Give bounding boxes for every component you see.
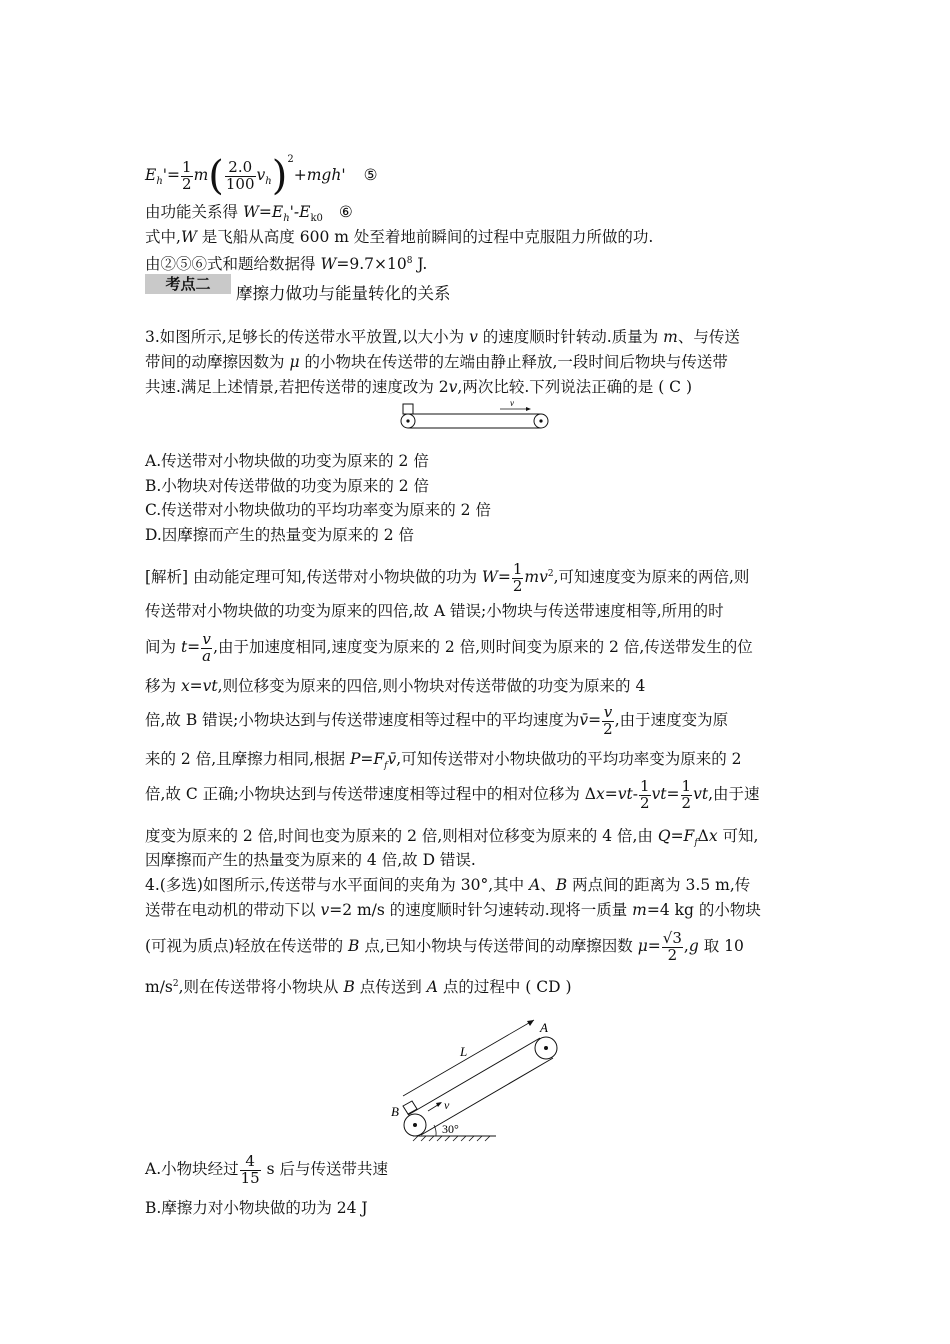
q4-A: A bbox=[529, 876, 541, 894]
q4-optA-b: s 后与传送带共速 bbox=[261, 1160, 389, 1178]
sol-s5-num: v bbox=[603, 702, 613, 721]
incline-label-v: v bbox=[444, 1098, 450, 1112]
incline-velocity-arrowhead bbox=[436, 1102, 442, 1107]
solution-line-3 bbox=[145, 628, 753, 666]
sol-s8b: 可知, bbox=[717, 827, 759, 845]
conveyor-block bbox=[403, 404, 413, 414]
q4-line-1 bbox=[145, 875, 750, 895]
q4-l3eq: = bbox=[647, 937, 661, 955]
q4-l2a: 送带在电动机的带动下以 bbox=[145, 901, 321, 919]
eq5-marker: ⑤ bbox=[363, 166, 378, 184]
q4-l1a: 4.(多选)如图所示,传送带与水平面间的夹角为 30°,其中 bbox=[145, 876, 530, 894]
eq5-ratio-den: 100 bbox=[225, 174, 255, 193]
incline-label-B: B bbox=[391, 1104, 399, 1119]
sol-s7-frac1 bbox=[639, 776, 651, 812]
sol-s1-den: 2 bbox=[512, 576, 523, 595]
q4-B2: B bbox=[348, 937, 360, 955]
q4-l4a: m/s bbox=[145, 978, 173, 997]
q4-B3: B bbox=[343, 978, 355, 997]
result-eq: =9.7×10 bbox=[336, 255, 407, 274]
q4-l4d: 点的过程中 ( CD ) bbox=[437, 978, 572, 997]
solution-line-2: 传送带对小物块做的功变为原来的四倍,故 A 错误;小物块与传送带速度相等,所用的时 bbox=[145, 602, 724, 620]
eq5-ratio bbox=[225, 157, 256, 193]
sol-s7-frac2 bbox=[681, 776, 693, 812]
energy-k0-sub: k0 bbox=[310, 213, 323, 225]
sol-s7a: 倍,故 C 正确;小物块达到与传送带速度相等过程中的相对位移为 Δ bbox=[145, 785, 596, 803]
q4-line-4 bbox=[145, 974, 572, 997]
section-title: 摩擦力做功与能量转化的关系 bbox=[236, 284, 451, 303]
q4-mu-frac bbox=[662, 928, 683, 964]
result-W: W bbox=[320, 255, 337, 274]
sol-s7x: x=vt bbox=[596, 785, 633, 803]
sol-s8a: 度变为原来的 2 倍,时间也变为原来的 2 倍,则相对位移变为原来的 4 倍,由 bbox=[145, 827, 658, 845]
sol-s3-den: a bbox=[202, 646, 212, 665]
sol-s7eq: = bbox=[666, 785, 680, 803]
sol-s1W: W bbox=[481, 568, 498, 587]
sol-s6a: 来的 2 倍,且摩擦力相同,根据 bbox=[145, 750, 350, 768]
energy-eq: =E bbox=[258, 203, 284, 221]
incline-length-line bbox=[403, 1020, 534, 1096]
q3-l2b: 的小物块在传送带的左端由静止释放,一段时间后物块与传送带 bbox=[299, 353, 728, 371]
q4-v: v bbox=[320, 901, 330, 919]
sol-s5-den: 2 bbox=[603, 719, 613, 738]
q3-line-3 bbox=[145, 377, 692, 397]
solution-line-5 bbox=[145, 701, 728, 739]
sol-s6b: ,可知传送带对小物块做功的平均功率变为原来的 2 bbox=[396, 750, 742, 768]
q4-line-3 bbox=[145, 925, 744, 967]
sol-s3-frac bbox=[201, 629, 212, 665]
solution-line-9: 因摩擦而产生的热量变为原来的 4 倍,故 D 错误. bbox=[145, 851, 476, 869]
energy-marker: ⑥ bbox=[338, 203, 353, 221]
q3-option-A: A.传送带对小物块做的功变为原来的 2 倍 bbox=[145, 452, 429, 470]
q3-option-B: B.小物块对传送带做的功变为原来的 2 倍 bbox=[145, 477, 430, 495]
sol-s8f: f bbox=[694, 838, 698, 849]
sol-s7b: ,由于速 bbox=[708, 785, 760, 803]
eq5-h-sub: h bbox=[156, 176, 163, 188]
sol-s6f: f bbox=[384, 761, 388, 772]
incline-lower-axle bbox=[413, 1123, 417, 1127]
sol-s7-num1: 1 bbox=[639, 776, 650, 795]
energy-pre: 由功能关系得 bbox=[145, 203, 243, 221]
q4-m: m bbox=[632, 901, 647, 919]
q4-l3c: , bbox=[683, 937, 689, 955]
sol-s1b: ,可知速度变为原来的两倍,则 bbox=[553, 568, 750, 587]
eq5-half bbox=[181, 157, 193, 193]
inclined-conveyor-figure bbox=[388, 1012, 568, 1142]
energy-W: W bbox=[242, 203, 259, 221]
sol-s5-frac bbox=[602, 702, 614, 738]
eq5-half-num: 1 bbox=[182, 157, 192, 176]
sol-s1a: [解析] 由动能定理可知,传送带对小物块做的功为 bbox=[145, 568, 482, 587]
eq5-lparen: ( bbox=[208, 153, 224, 199]
q4-l4b: ,则在传送带将小物块从 bbox=[178, 978, 344, 997]
sol-s5eq: = bbox=[588, 711, 602, 729]
q3-l1a: 3.如图所示,足够长的传送带水平放置,以大小为 bbox=[145, 328, 470, 346]
incline-top-belt bbox=[408, 1038, 540, 1115]
sol-s7-den2: 2 bbox=[681, 793, 692, 812]
sol-s8dx: Δ bbox=[697, 827, 709, 845]
q3-line-2 bbox=[145, 352, 728, 372]
horizontal-conveyor-figure bbox=[398, 400, 558, 436]
q4-l2c: =4 kg 的小物块 bbox=[646, 901, 761, 919]
def-text: 是飞船从高度 600 m 处至着地前瞬间的过程中克服阻力所做的功. bbox=[196, 228, 654, 246]
sol-s7vt: vt bbox=[651, 785, 667, 803]
q4-line-2 bbox=[145, 900, 761, 920]
sol-s3eq: = bbox=[187, 638, 201, 656]
sol-s7vt2: vt bbox=[693, 785, 709, 803]
q3-option-C: C.传送带对小物块做功的平均功率变为原来的 2 倍 bbox=[145, 501, 491, 519]
sol-s3t: t bbox=[180, 638, 188, 656]
eq5-E: E bbox=[145, 166, 157, 184]
sol-s5a: 倍,故 B 错误;小物块达到与传送带速度相等过程中的平均速度为 bbox=[145, 711, 580, 729]
q4-mu: μ bbox=[637, 937, 648, 955]
eq5-half-den: 2 bbox=[182, 174, 192, 193]
sol-s7-den1: 2 bbox=[639, 793, 650, 812]
q3-v2: v bbox=[448, 378, 458, 396]
q4-option-A bbox=[145, 1150, 388, 1188]
eq5-prime-eq: '= bbox=[162, 166, 181, 184]
sol-s8Q: Q=F bbox=[657, 827, 695, 845]
q3-mu: μ bbox=[289, 353, 300, 371]
equation-5 bbox=[145, 140, 378, 202]
eq5-v: v bbox=[256, 166, 266, 184]
solution-line-7 bbox=[145, 776, 760, 812]
q4-optA-num: 4 bbox=[240, 1154, 261, 1171]
result-line bbox=[145, 251, 427, 274]
q3-l1b: 的速度顺时针转动.质量为 bbox=[477, 328, 664, 346]
sol-s6P: P=F bbox=[350, 750, 385, 768]
q4-B: B bbox=[555, 876, 568, 894]
incline-label-angle: 30° bbox=[442, 1122, 459, 1136]
incline-label-L: L bbox=[460, 1044, 468, 1059]
energy-mid: '-E bbox=[289, 203, 311, 221]
def-W: W bbox=[180, 228, 197, 246]
def-pre: 式中, bbox=[145, 228, 181, 246]
q3-l3b: ,两次比较.下列说法正确的是 ( C ) bbox=[457, 378, 693, 396]
sol-s1-num: 1 bbox=[512, 559, 523, 578]
q4-mu-den: 2 bbox=[667, 945, 678, 964]
q4-g: g bbox=[688, 937, 699, 955]
sol-s5vbar: v̄ bbox=[579, 711, 589, 729]
eq5-m: m bbox=[193, 166, 209, 184]
sol-s4x: x=vt bbox=[180, 677, 218, 695]
result-unit: J. bbox=[412, 255, 428, 274]
solution-line-6 bbox=[145, 749, 742, 776]
sol-s1eq: = bbox=[497, 568, 511, 587]
solution-line-4 bbox=[145, 676, 645, 696]
sol-s7-num2: 1 bbox=[681, 776, 692, 795]
incline-label-A: A bbox=[540, 1020, 548, 1035]
q3-l1c: 、与传送 bbox=[677, 328, 740, 346]
q4-l4sq: 2 bbox=[172, 979, 179, 989]
sol-s1m: mv bbox=[524, 568, 548, 587]
sol-s1sq: 2 bbox=[547, 569, 554, 579]
q3-l3a: 共速.满足上述情景,若把传送带的速度改为 2 bbox=[145, 378, 449, 396]
q4-l4c: 点传送到 bbox=[354, 978, 427, 997]
section-badge: 考点二 bbox=[145, 274, 231, 294]
q4-l3b: 点,已知小物块与传送带间的动摩擦因数 bbox=[359, 937, 638, 955]
eq5-v-sub: h bbox=[265, 176, 272, 188]
q3-v: v bbox=[469, 328, 478, 346]
eq5-square: 2 bbox=[287, 154, 294, 165]
result-pre: 由②⑤⑥式和题给数据得 bbox=[145, 255, 321, 274]
incline-ground-hatch bbox=[413, 1136, 490, 1141]
q4-A2: A bbox=[426, 978, 438, 997]
eq5-tail: +mgh' bbox=[293, 166, 346, 184]
incline-upper-axle bbox=[544, 1046, 548, 1050]
definition-line bbox=[145, 227, 653, 247]
q3-m: m bbox=[663, 328, 678, 346]
sol-s7minus: - bbox=[632, 785, 638, 803]
conveyor-left-axle bbox=[406, 419, 409, 422]
energy-h-sub: h bbox=[283, 213, 290, 225]
q4-l3e: 取 10 bbox=[698, 937, 744, 955]
sol-s4a: 移为 bbox=[145, 677, 181, 695]
q4-option-B: B.摩擦力对小物块做的功为 24 J bbox=[145, 1199, 368, 1217]
eq5-rparen: ) bbox=[271, 153, 288, 199]
sol-s3b: ,由于加速度相同,速度变为原来的 2 倍,则时间变为原来的 2 倍,传送带发生的位 bbox=[213, 638, 753, 656]
q4-l1b: 、 bbox=[540, 876, 556, 894]
q3-option-D: D.因摩擦而产生的热量变为原来的 2 倍 bbox=[145, 526, 415, 544]
sol-s1-frac bbox=[512, 559, 524, 595]
conveyor-arrowhead bbox=[526, 407, 531, 411]
result-exp: 8 bbox=[406, 256, 413, 266]
incline-block bbox=[403, 1101, 417, 1114]
q4-optA-frac bbox=[240, 1151, 261, 1187]
solution-line-1 bbox=[145, 556, 749, 595]
q4-optA-a: A.小物块经过 bbox=[145, 1160, 239, 1178]
q4-optA-den: 15 bbox=[240, 1168, 260, 1187]
sol-s3-num: v bbox=[202, 629, 211, 648]
sol-s6v: v̄ bbox=[387, 750, 397, 768]
sol-s3a: 间为 bbox=[145, 638, 181, 656]
q4-l3a: (可视为质点)轻放在传送带的 bbox=[145, 937, 349, 955]
incline-bottom-belt bbox=[421, 1058, 553, 1135]
q4-l1c: 两点间的距离为 3.5 m,传 bbox=[567, 876, 751, 894]
q4-mu-num: √3 bbox=[662, 928, 682, 947]
q3-l2a: 带间的动摩擦因数为 bbox=[145, 353, 290, 371]
sol-s5b: ,由于速度变为原 bbox=[614, 711, 729, 729]
conveyor-right-axle bbox=[539, 419, 542, 422]
sol-s8x: x bbox=[708, 827, 718, 845]
sol-s4b: ,则位移变为原来的四倍,则小物块对传送带做的功变为原来的 4 bbox=[217, 677, 646, 695]
q3-line-1 bbox=[145, 327, 740, 347]
energy-relation-line bbox=[145, 202, 353, 229]
eq5-ratio-num: 2.0 bbox=[225, 160, 256, 177]
q4-l2b: =2 m/s 的速度顺时针匀速转动.现将一质量 bbox=[329, 901, 633, 919]
conveyor-v-label: v bbox=[510, 400, 514, 408]
